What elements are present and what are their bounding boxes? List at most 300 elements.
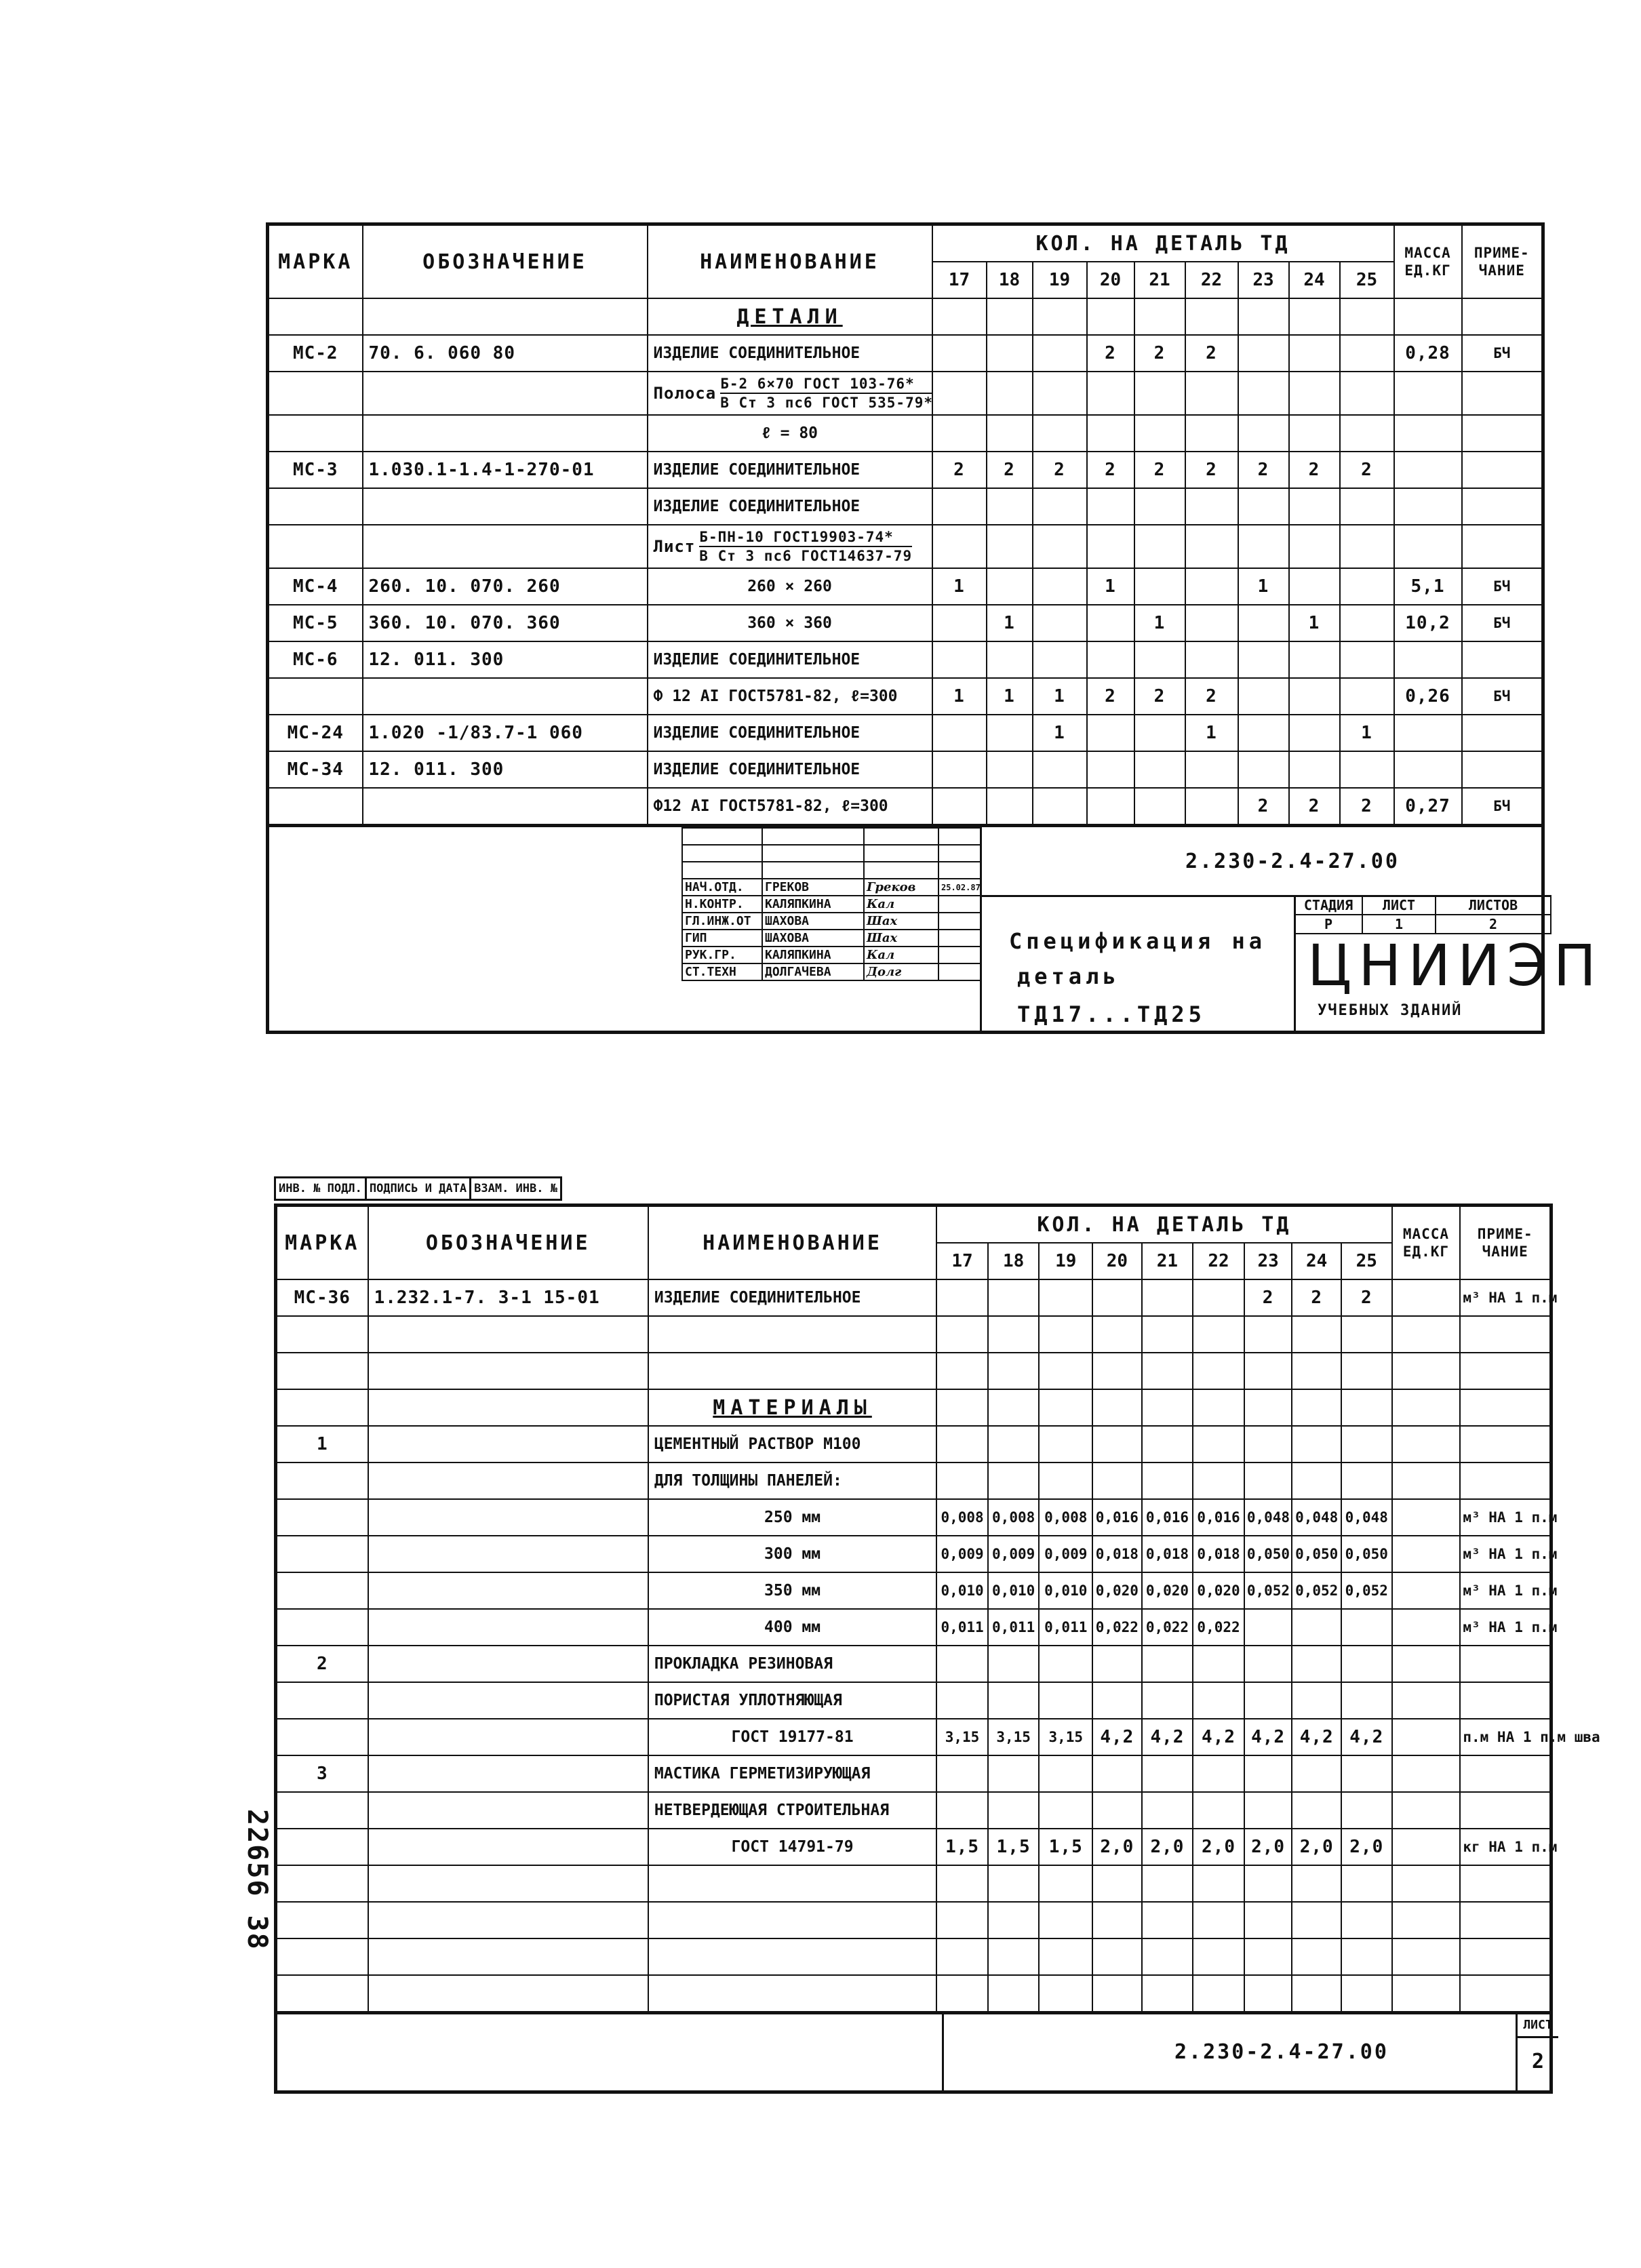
empty-cell [1289, 298, 1340, 335]
qty-cell [1292, 1609, 1341, 1646]
qty-cell [1292, 1353, 1341, 1389]
qty-cell: 2,0 [1292, 1829, 1341, 1865]
mass-cell: 10,2 [1394, 605, 1462, 641]
empty-cell [932, 298, 987, 335]
qty-cell [1292, 1682, 1341, 1719]
table-row [268, 605, 1543, 641]
note-cell [1460, 1975, 1551, 2013]
qty-cell [1244, 1646, 1292, 1682]
qty-cell [1134, 415, 1185, 452]
table-row [276, 1389, 1551, 1426]
qty-cell [1193, 1865, 1244, 1902]
qty-cell: 2 [932, 452, 987, 488]
qty-cell: 4,2 [1292, 1719, 1341, 1755]
note-cell [1462, 751, 1543, 788]
table-row [276, 1792, 1551, 1829]
qty-cell [1341, 1646, 1392, 1682]
qty-cell: 2 [1134, 335, 1185, 372]
doc-title-line1: Спецификация на [1009, 928, 1266, 954]
qty-cell [1092, 1426, 1142, 1463]
stage-value: Р [1294, 915, 1362, 934]
qty-cell: 0,008 [936, 1499, 988, 1536]
empty-cell [762, 845, 864, 862]
empty-cell [1392, 1389, 1461, 1426]
doc-code-cell [982, 827, 1550, 897]
empty-cell [1292, 1389, 1341, 1426]
mark-cell: МС-24 [268, 715, 363, 751]
mass-cell [1392, 1572, 1461, 1609]
qty-cell [936, 1682, 988, 1719]
org-subtitle: УЧЕБНЫХ ЗДАНИЙ [1318, 1002, 1463, 1019]
qty-cell: 1 [1340, 715, 1394, 751]
mark-cell [268, 788, 363, 826]
qty-cell: 2 [1134, 678, 1185, 715]
qty-cell [1142, 1426, 1193, 1463]
designation-cell [368, 1719, 648, 1755]
title-block-1 [266, 827, 1603, 1034]
qty-cell: 0,022 [1092, 1609, 1142, 1646]
qty-cell [1340, 605, 1394, 641]
qty-cell [1193, 1938, 1244, 1975]
col-designation: ОБОЗНАЧЕНИЕ [363, 224, 648, 299]
mass-cell: 0,27 [1394, 788, 1462, 826]
qty-cell [1033, 788, 1087, 826]
qty-cell [1185, 788, 1238, 826]
mass-cell [1392, 1719, 1461, 1755]
doc-title-line2: деталь ТД17...ТД25 [1017, 963, 1206, 1027]
qty-cell: 3,15 [1039, 1719, 1092, 1755]
signer-date [938, 963, 981, 980]
name-cell [648, 1902, 936, 1938]
mass-cell [1392, 1536, 1461, 1572]
s2-qty-col-20: 20 [1092, 1243, 1142, 1279]
table-row [276, 1426, 1551, 1463]
empty-cell [1244, 1389, 1292, 1426]
signer-name: ДОЛГАЧЕВА [762, 963, 864, 980]
col-name: НАИМЕНОВАНИЕ [648, 224, 932, 299]
mass-cell: 0,28 [1394, 335, 1462, 372]
qty-cell [1092, 1975, 1142, 2013]
col-mark-2: МАРКА [276, 1206, 368, 1280]
qty-cell [988, 1755, 1040, 1792]
qty-cell [1238, 372, 1289, 415]
qty-cell [987, 788, 1033, 826]
qty-cell [1193, 1792, 1244, 1829]
qty-cell [1289, 568, 1340, 605]
qty-cell [1289, 641, 1340, 678]
mass-cell [1392, 1975, 1461, 2013]
designation-cell [368, 1426, 648, 1463]
mass-cell [1392, 1829, 1461, 1865]
qty-cell [1092, 1463, 1142, 1499]
qty-cell [1238, 415, 1289, 452]
qty-cell: 2,0 [1092, 1829, 1142, 1865]
qty-cell: 2 [1238, 788, 1289, 826]
section-heading: ДЕТАЛИ [648, 298, 932, 335]
qty-cell [936, 1865, 988, 1902]
name-cell: 300 мм [648, 1536, 936, 1572]
qty-cell: 0,009 [988, 1536, 1040, 1572]
qty-cell [987, 568, 1033, 605]
qty-cell: 0,018 [1142, 1536, 1193, 1572]
note-cell [1462, 488, 1543, 525]
name-cell: ИЗДЕЛИЕ СОЕДИНИТЕЛЬНОЕ [648, 715, 932, 751]
signer-date: 25.02.87 [938, 879, 981, 896]
spec-sheet-1 [266, 222, 1603, 1034]
qty-cell [1340, 335, 1394, 372]
empty-cell [1185, 298, 1238, 335]
spec-table-1 [266, 222, 1545, 827]
qty-cell [987, 525, 1033, 568]
mark-cell [276, 1316, 368, 1353]
designation-cell [368, 1865, 648, 1902]
qty-cell [1092, 1792, 1142, 1829]
note-cell [1460, 1755, 1551, 1792]
qty-cell [1033, 605, 1087, 641]
qty-cell [988, 1682, 1040, 1719]
note-cell [1460, 1426, 1551, 1463]
qty-cell [1142, 1865, 1193, 1902]
qty-cell [1193, 1902, 1244, 1938]
qty-cell: 4,2 [1092, 1719, 1142, 1755]
inv-podl-label: ИНВ. № ПОДЛ. [275, 1178, 366, 1200]
qty-cell [936, 1938, 988, 1975]
name-cell: ИЗДЕЛИЕ СОЕДИНИТЕЛЬНОЕ [648, 452, 932, 488]
mass-cell [1392, 1938, 1461, 1975]
title-block-2 [274, 2014, 1553, 2094]
table-row [268, 568, 1543, 605]
table-row [268, 335, 1543, 372]
name-fraction [699, 528, 912, 565]
mass-cell [1392, 1279, 1461, 1316]
mark-cell: 2 [276, 1646, 368, 1682]
qty-cell [936, 1646, 988, 1682]
col-mass-2: МАССА ЕД.КГ [1392, 1206, 1461, 1280]
qty-cell: 0,020 [1193, 1572, 1244, 1609]
empty-cell [1193, 1389, 1244, 1426]
col-note-2: ПРИМЕ-ЧАНИЕ [1460, 1206, 1551, 1280]
designation-cell [368, 1499, 648, 1536]
designation-cell [363, 415, 648, 452]
signer-date [938, 913, 981, 930]
signature-mark: Долг [864, 963, 938, 980]
qty-cell [936, 1755, 988, 1792]
empty-cell [936, 1389, 988, 1426]
qty-col-22: 22 [1185, 262, 1238, 298]
qty-cell [988, 1316, 1040, 1353]
mark-cell [276, 1499, 368, 1536]
empty-cell [1341, 1389, 1392, 1426]
qty-cell: 0,052 [1244, 1572, 1292, 1609]
qty-cell [988, 1279, 1040, 1316]
designation-cell [363, 525, 648, 568]
qty-cell [932, 715, 987, 751]
designation-cell: 70. 6. 060 80 [363, 335, 648, 372]
signature-mark: Кал [864, 947, 938, 963]
qty-cell [1292, 1463, 1341, 1499]
qty-cell: 0,011 [936, 1609, 988, 1646]
table-row [276, 1646, 1551, 1682]
empty-cell [682, 828, 762, 845]
qty-cell: 1,5 [988, 1829, 1040, 1865]
qty-cell [1092, 1279, 1142, 1316]
qty-cell [1193, 1682, 1244, 1719]
table-row [268, 641, 1543, 678]
qty-cell: 0,048 [1341, 1499, 1392, 1536]
empty-cell [864, 828, 938, 845]
empty-cell [762, 828, 864, 845]
table-row [276, 1865, 1551, 1902]
signer-role: Н.КОНТР. [682, 896, 762, 913]
designation-cell: 12. 011. 300 [363, 751, 648, 788]
qty-cell [1134, 568, 1185, 605]
mass-cell [1392, 1792, 1461, 1829]
qty-cell [988, 1975, 1040, 2013]
qty-cell [1142, 1792, 1193, 1829]
signer-name: КАЛЯПКИНА [762, 896, 864, 913]
vzam-inv-label: ВЗАМ. ИНВ. № [471, 1178, 561, 1200]
qty-cell [988, 1426, 1040, 1463]
qty-cell [1292, 1755, 1341, 1792]
note-cell [1460, 1646, 1551, 1682]
qty-cell [1142, 1938, 1193, 1975]
qty-cell [988, 1646, 1040, 1682]
qty-cell [1340, 372, 1394, 415]
qty-col-25: 25 [1340, 262, 1394, 298]
s2-qty-col-19: 19 [1039, 1243, 1092, 1279]
qty-cell [1193, 1353, 1244, 1389]
note-cell [1460, 1682, 1551, 1719]
table-row [268, 751, 1543, 788]
table-row [268, 788, 1543, 826]
empty-cell [1238, 298, 1289, 335]
mass-cell [1394, 372, 1462, 415]
qty-cell: 2 [1185, 678, 1238, 715]
signer-role: ГЛ.ИНЖ.ОТ [682, 913, 762, 930]
qty-cell [1244, 1755, 1292, 1792]
qty-cell [1033, 525, 1087, 568]
qty-cell [1087, 751, 1134, 788]
name-cell: ПОРИСТАЯ УПЛОТНЯЮЩАЯ [648, 1682, 936, 1719]
name-cell: ИЗДЕЛИЕ СОЕДИНИТЕЛЬНОЕ [648, 751, 932, 788]
mass-cell: 5,1 [1394, 568, 1462, 605]
empty-cell [1087, 298, 1134, 335]
qty-cell: 2,0 [1142, 1829, 1193, 1865]
qty-cell [1134, 372, 1185, 415]
note-cell: БЧ [1462, 678, 1543, 715]
qty-cell [988, 1353, 1040, 1389]
qty-cell [1039, 1902, 1092, 1938]
qty-cell: 2 [1341, 1279, 1392, 1316]
qty-cell [1087, 641, 1134, 678]
qty-cell [1185, 568, 1238, 605]
qty-cell [1238, 641, 1289, 678]
signature-row [682, 947, 981, 963]
qty-cell [1185, 415, 1238, 452]
qty-cell: 0,008 [1039, 1499, 1092, 1536]
qty-cell: 0,048 [1292, 1499, 1341, 1536]
qty-cell [1238, 605, 1289, 641]
qty-cell: 0,010 [1039, 1572, 1092, 1609]
signer-name: ШАХОВА [762, 913, 864, 930]
table-row [268, 452, 1543, 488]
qty-cell [1087, 372, 1134, 415]
side-note: 22656 38 [241, 1809, 273, 1951]
qty-cell [1087, 788, 1134, 826]
empty-cell [1460, 1389, 1551, 1426]
qty-cell [1185, 525, 1238, 568]
mass-cell [1394, 415, 1462, 452]
qty-cell [1341, 1975, 1392, 2013]
qty-cell [932, 488, 987, 525]
table-row [276, 1975, 1551, 2013]
table-row [276, 1279, 1551, 1316]
qty-cell: 2 [1340, 788, 1394, 826]
mark-cell [276, 1902, 368, 1938]
qty-cell [987, 751, 1033, 788]
note-cell [1462, 641, 1543, 678]
qty-cell [1134, 641, 1185, 678]
note-cell: м³ НА 1 п.м [1460, 1499, 1551, 1536]
name-cell: ДЛЯ ТОЛЩИНЫ ПАНЕЛЕЙ: [648, 1463, 936, 1499]
designation-cell: 12. 011. 300 [363, 641, 648, 678]
empty-cell [268, 298, 363, 335]
qty-cell [1033, 335, 1087, 372]
mark-cell: МС-34 [268, 751, 363, 788]
qty-cell: 4,2 [1244, 1719, 1292, 1755]
mark-cell: МС-4 [268, 568, 363, 605]
qty-cell [987, 641, 1033, 678]
table-row [268, 372, 1543, 415]
designation-cell: 1.232.1-7. 3-1 15-01 [368, 1279, 648, 1316]
name-cell [648, 372, 932, 415]
designation-cell [368, 1938, 648, 1975]
qty-cell [932, 788, 987, 826]
qty-cell [1341, 1865, 1392, 1902]
mark-cell [276, 1609, 368, 1646]
qty-cell: 1 [1289, 605, 1340, 641]
empty-cell [762, 862, 864, 879]
name-cell: ПРОКЛАДКА РЕЗИНОВАЯ [648, 1646, 936, 1682]
qty-cell [1244, 1426, 1292, 1463]
designation-cell [368, 1316, 648, 1353]
name-cell: Ф12 AI ГОСТ5781-82, ℓ=300 [648, 788, 932, 826]
note-cell: м³ НА 1 п.м [1460, 1536, 1551, 1572]
qty-cell [1341, 1902, 1392, 1938]
mark-cell: МС-3 [268, 452, 363, 488]
mass-cell [1394, 525, 1462, 568]
mass-cell [1394, 488, 1462, 525]
signer-role: НАЧ.ОТД. [682, 879, 762, 896]
empty-cell [938, 845, 981, 862]
qty-cell [1142, 1902, 1193, 1938]
name-fraction-top: Б-ПН-10 ГОСТ19903-74* [699, 528, 912, 547]
qty-cell: 2 [1087, 678, 1134, 715]
table-row [276, 1719, 1551, 1755]
name-cell [648, 1353, 936, 1389]
signer-role: ГИП [682, 930, 762, 947]
name-cell: ИЗДЕЛИЕ СОЕДИНИТЕЛЬНОЕ [648, 335, 932, 372]
empty-cell [864, 845, 938, 862]
mass-cell [1392, 1463, 1461, 1499]
empty-cell [1092, 1389, 1142, 1426]
mass-cell [1392, 1646, 1461, 1682]
signature-mark: Греков [864, 879, 938, 896]
qty-cell [1092, 1938, 1142, 1975]
col-note: ПРИМЕ-ЧАНИЕ [1462, 224, 1543, 299]
qty-cell [1341, 1609, 1392, 1646]
col-qty-group-2: КОЛ. НА ДЕТАЛЬ ТД [936, 1206, 1391, 1244]
qty-cell [1341, 1938, 1392, 1975]
note-cell [1460, 1316, 1551, 1353]
col-designation-2: ОБОЗНАЧЕНИЕ [368, 1206, 648, 1280]
signer-name: ШАХОВА [762, 930, 864, 947]
qty-cell [1134, 751, 1185, 788]
qty-cell: 0,048 [1244, 1499, 1292, 1536]
stage-label: СТАДИЯ [1294, 896, 1362, 915]
name-cell: НЕТВЕРДЕЮЩАЯ СТРОИТЕЛЬНАЯ [648, 1792, 936, 1829]
signatures-area [681, 827, 980, 1031]
note-cell [1460, 1865, 1551, 1902]
mass-cell [1392, 1609, 1461, 1646]
empty-cell [1142, 1389, 1193, 1426]
qty-cell: 3,15 [936, 1719, 988, 1755]
qty-cell [988, 1463, 1040, 1499]
qty-cell [1134, 525, 1185, 568]
qty-cell [1033, 568, 1087, 605]
qty-cell [1039, 1279, 1092, 1316]
qty-cell: 1,5 [1039, 1829, 1092, 1865]
qty-cell: 0,022 [1142, 1609, 1193, 1646]
qty-cell [1185, 372, 1238, 415]
name-cell: ℓ = 80 [648, 415, 932, 452]
name-cell [648, 1316, 936, 1353]
note-cell [1460, 1938, 1551, 1975]
qty-cell [1087, 488, 1134, 525]
qty-cell [1341, 1463, 1392, 1499]
empty-cell [276, 1389, 368, 1426]
qty-cell [1289, 525, 1340, 568]
empty-cell [988, 1389, 1040, 1426]
col-mark: МАРКА [268, 224, 363, 299]
qty-cell [1087, 525, 1134, 568]
qty-cell: 1 [987, 605, 1033, 641]
note-cell: БЧ [1462, 568, 1543, 605]
qty-cell: 2 [1185, 335, 1238, 372]
table-row [276, 1353, 1551, 1389]
table-row [268, 715, 1543, 751]
qty-cell: 2 [1289, 452, 1340, 488]
empty-cell [1033, 298, 1087, 335]
mark-cell: 3 [276, 1755, 368, 1792]
qty-cell [1087, 715, 1134, 751]
note-cell: м³ НА 1 п.м [1460, 1609, 1551, 1646]
mark-cell [276, 1353, 368, 1389]
qty-cell: 1 [987, 678, 1033, 715]
note-cell: БЧ [1462, 335, 1543, 372]
qty-cell [1033, 751, 1087, 788]
mark-cell [268, 525, 363, 568]
qty-cell: 0,011 [988, 1609, 1040, 1646]
qty-cell: 0,010 [936, 1572, 988, 1609]
s2-qty-col-25: 25 [1341, 1243, 1392, 1279]
qty-cell: 1 [1033, 678, 1087, 715]
empty-cell [864, 862, 938, 879]
qty-cell [987, 335, 1033, 372]
qty-cell: 0,052 [1341, 1572, 1392, 1609]
qty-cell: 3,15 [988, 1719, 1040, 1755]
table-row [268, 488, 1543, 525]
